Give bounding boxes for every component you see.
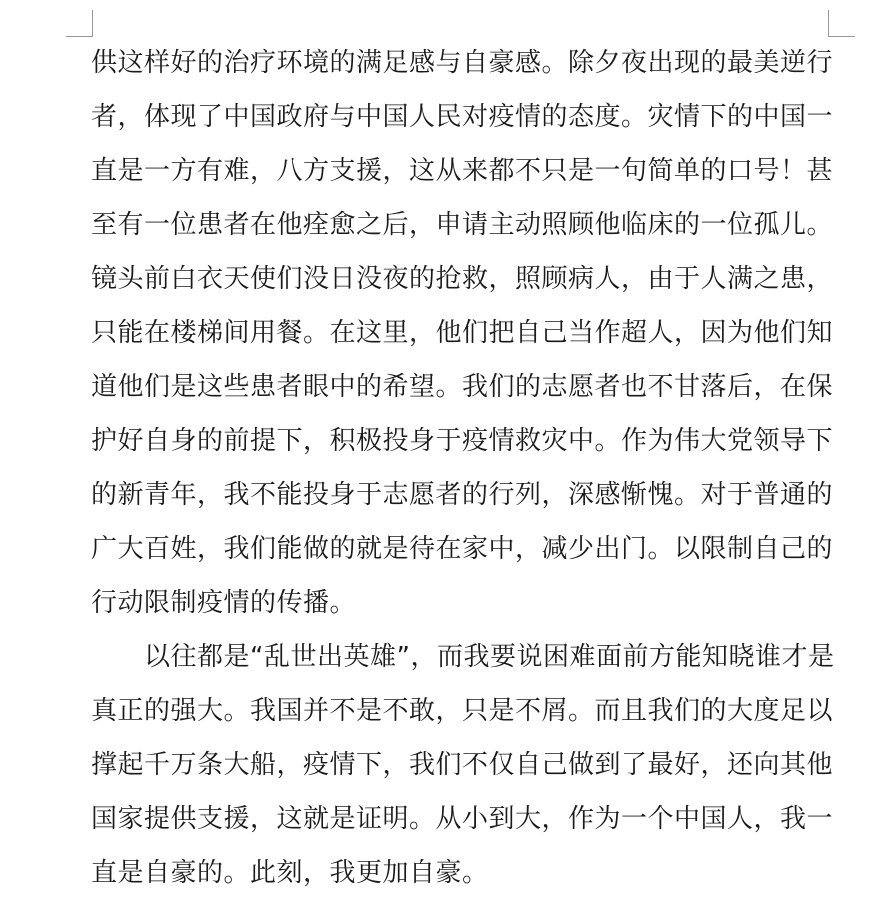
text-line-2: 者，体现了中国政府与中国人民对疫情的态度。灾情下的中国一 — [91, 102, 834, 132]
text-line-11: 行动限制疫情的传播。 — [91, 588, 357, 618]
text-line-1: 供这样好的治疗环境的满足感与自豪感。除夕夜出现的最美逆行 — [91, 48, 834, 78]
text-line-10: 广大百姓，我们能做的就是待在家中，减少出门。以限制自己的 — [91, 534, 834, 564]
document-text-body[interactable] — [91, 36, 835, 900]
top-right-margin-mark — [828, 10, 855, 37]
text-line-9: 的新青年，我不能投身于志愿者的行列，深感惭愧。对于普通的 — [91, 480, 834, 510]
text-line-5: 镜头前白衣天使们没日没夜的抢救，照顾病人，由于人满之患， — [91, 264, 834, 294]
top-left-margin-mark — [66, 10, 93, 37]
text-line-7: 道他们是这些患者眼中的希望。我们的志愿者也不甘落后，在保 — [91, 372, 834, 402]
text-line-3: 直是一方有难，八方支援，这从来都不只是一句简单的口号！甚 — [91, 156, 834, 186]
text-line-15: 国家提供支援，这就是证明。从小到大，作为一个中国人，我一 — [91, 804, 834, 834]
text-line-8: 护好自身的前提下，积极投身于疫情救灾中。作为伟大党领导下 — [91, 426, 834, 456]
text-line-12: 以往都是“乱世出英雄”，而我要说困难面前方能知晓谁才是 — [91, 642, 835, 672]
text-line-6: 只能在楼梯间用餐。在这里，他们把自己当作超人，因为他们知 — [91, 318, 834, 348]
text-line-4: 至有一位患者在他痊愈之后，申请主动照顾他临床的一位孤儿。 — [91, 210, 834, 240]
text-line-16: 直是自豪的。此刻，我更加自豪。 — [91, 858, 489, 888]
text-line-13: 真正的强大。我国并不是不敢，只是不屑。而且我们的大度足以 — [91, 696, 834, 726]
text-line-14: 撑起千万条大船，疫情下，我们不仅自己做到了最好，还向其他 — [91, 750, 834, 780]
